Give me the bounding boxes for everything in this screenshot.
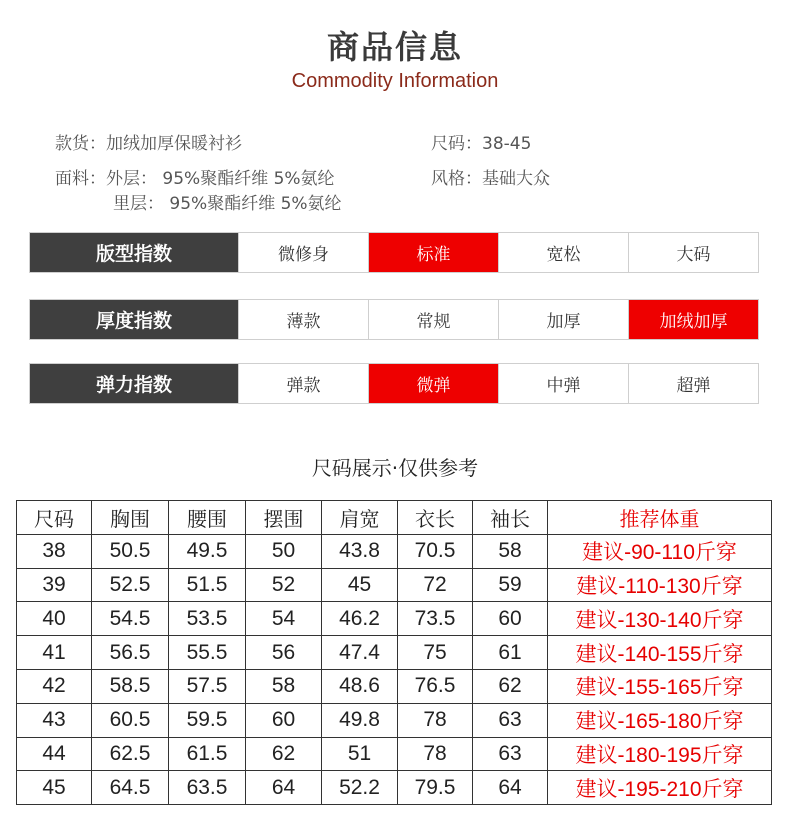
info-fabric [55, 168, 335, 190]
cell-sleeve: 62 [473, 669, 548, 703]
size-chart-title: 尺码展示·仅供参考 [311, 456, 479, 480]
header-length: 衣长 [398, 501, 473, 535]
stretch-index-options [238, 364, 758, 403]
cell-waist: 63.5 [169, 771, 246, 805]
table-row [17, 568, 772, 602]
info-look-value: 基础大众 [482, 169, 550, 189]
cell-length: 79.5 [398, 771, 473, 805]
cell-sleeve: 63 [473, 703, 548, 737]
stretch-option-elastic: 弹款 [238, 364, 368, 403]
thickness-option-thin: 薄款 [238, 300, 368, 339]
cell-shoulder: 45 [322, 568, 398, 602]
size-table-body [17, 534, 772, 804]
cell-shoulder: 43.8 [322, 534, 398, 568]
cell-chest: 50.5 [92, 534, 169, 568]
cell-sleeve: 63 [473, 737, 548, 771]
table-row [17, 534, 772, 568]
cell-length: 76.5 [398, 669, 473, 703]
cell-weight: 建议-195-210斤穿 [548, 771, 772, 805]
cell-waist: 59.5 [169, 703, 246, 737]
cell-length: 78 [398, 737, 473, 771]
cell-length: 70.5 [398, 534, 473, 568]
cell-sleeve: 61 [473, 636, 548, 670]
cell-weight: 建议-130-140斤穿 [548, 602, 772, 636]
cell-hem: 56 [246, 636, 322, 670]
cell-waist: 55.5 [169, 636, 246, 670]
cell-size: 44 [17, 737, 92, 771]
info-size-label: 尺码： [431, 134, 482, 154]
cell-hem: 50 [246, 534, 322, 568]
cell-chest: 52.5 [92, 568, 169, 602]
cell-hem: 52 [246, 568, 322, 602]
thickness-index-options [238, 300, 758, 339]
header-size: 尺码 [17, 501, 92, 535]
stretch-option-medium: 中弹 [498, 364, 628, 403]
cell-length: 72 [398, 568, 473, 602]
thickness-index-row [29, 299, 759, 340]
thickness-option-thick: 加厚 [498, 300, 628, 339]
cell-hem: 62 [246, 737, 322, 771]
cell-chest: 54.5 [92, 602, 169, 636]
page-subtitle: Commodity Information [291, 70, 499, 92]
cell-size: 38 [17, 534, 92, 568]
fit-option-loose: 宽松 [498, 233, 628, 272]
cell-shoulder: 51 [322, 737, 398, 771]
fit-index-options [238, 233, 758, 272]
size-table [16, 500, 772, 805]
cell-weight: 建议-90-110斤穿 [548, 534, 772, 568]
table-row [17, 703, 772, 737]
cell-shoulder: 47.4 [322, 636, 398, 670]
cell-chest: 64.5 [92, 771, 169, 805]
cell-length: 73.5 [398, 602, 473, 636]
cell-weight: 建议-155-165斤穿 [548, 669, 772, 703]
cell-shoulder: 49.8 [322, 703, 398, 737]
cell-size: 42 [17, 669, 92, 703]
thickness-option-regular: 常规 [368, 300, 498, 339]
cell-shoulder: 48.6 [322, 669, 398, 703]
cell-chest: 62.5 [92, 737, 169, 771]
stretch-option-super: 超弹 [628, 364, 758, 403]
info-style-value: 加绒加厚保暖衬衫 [106, 134, 242, 154]
cell-hem: 58 [246, 669, 322, 703]
cell-size: 40 [17, 602, 92, 636]
info-fabric-label: 面料： [55, 169, 106, 189]
info-style [55, 133, 242, 155]
info-fabric-outer: 外层： 95%聚酯纤维 5%氨纶 [106, 169, 335, 189]
cell-sleeve: 64 [473, 771, 548, 805]
cell-size: 39 [17, 568, 92, 602]
table-row [17, 669, 772, 703]
cell-length: 75 [398, 636, 473, 670]
table-row [17, 602, 772, 636]
cell-chest: 60.5 [92, 703, 169, 737]
cell-waist: 49.5 [169, 534, 246, 568]
fit-option-plus: 大码 [628, 233, 758, 272]
table-row [17, 737, 772, 771]
table-row [17, 636, 772, 670]
cell-chest: 58.5 [92, 669, 169, 703]
cell-sleeve: 58 [473, 534, 548, 568]
table-row [17, 771, 772, 805]
header-hem: 摆围 [246, 501, 322, 535]
cell-shoulder: 46.2 [322, 602, 398, 636]
info-size-value: 38-45 [482, 134, 532, 154]
fit-option-standard: 标准 [368, 233, 498, 272]
cell-weight: 建议-110-130斤穿 [548, 568, 772, 602]
cell-hem: 54 [246, 602, 322, 636]
header-sleeve: 袖长 [473, 501, 548, 535]
cell-waist: 53.5 [169, 602, 246, 636]
info-look-label: 风格： [431, 169, 482, 189]
fit-index-row [29, 232, 759, 273]
cell-chest: 56.5 [92, 636, 169, 670]
cell-weight: 建议-140-155斤穿 [548, 636, 772, 670]
cell-size: 43 [17, 703, 92, 737]
fit-option-slim: 微修身 [238, 233, 368, 272]
header-chest: 胸围 [92, 501, 169, 535]
info-style-label: 款货： [55, 134, 106, 154]
cell-sleeve: 59 [473, 568, 548, 602]
thickness-option-fleece: 加绒加厚 [628, 300, 758, 339]
stretch-index-row [29, 363, 759, 404]
cell-hem: 64 [246, 771, 322, 805]
stretch-index-label: 弹力指数 [30, 364, 238, 403]
info-fabric-inner: 里层： 95%聚酯纤维 5%氨纶 [113, 194, 342, 214]
cell-size: 45 [17, 771, 92, 805]
cell-sleeve: 60 [473, 602, 548, 636]
header-shoulder: 肩宽 [322, 501, 398, 535]
cell-size: 41 [17, 636, 92, 670]
header-weight: 推荐体重 [548, 501, 772, 535]
size-table-header-row [17, 501, 772, 535]
cell-weight: 建议-165-180斤穿 [548, 703, 772, 737]
cell-waist: 51.5 [169, 568, 246, 602]
page-title: 商品信息 [326, 28, 463, 66]
cell-length: 78 [398, 703, 473, 737]
stretch-option-slight: 微弹 [368, 364, 498, 403]
thickness-index-label: 厚度指数 [30, 300, 238, 339]
cell-waist: 61.5 [169, 737, 246, 771]
fit-index-label: 版型指数 [30, 233, 238, 272]
cell-weight: 建议-180-195斤穿 [548, 737, 772, 771]
cell-waist: 57.5 [169, 669, 246, 703]
info-size [431, 133, 531, 155]
info-look [431, 168, 550, 190]
cell-shoulder: 52.2 [322, 771, 398, 805]
header-waist: 腰围 [169, 501, 246, 535]
cell-hem: 60 [246, 703, 322, 737]
